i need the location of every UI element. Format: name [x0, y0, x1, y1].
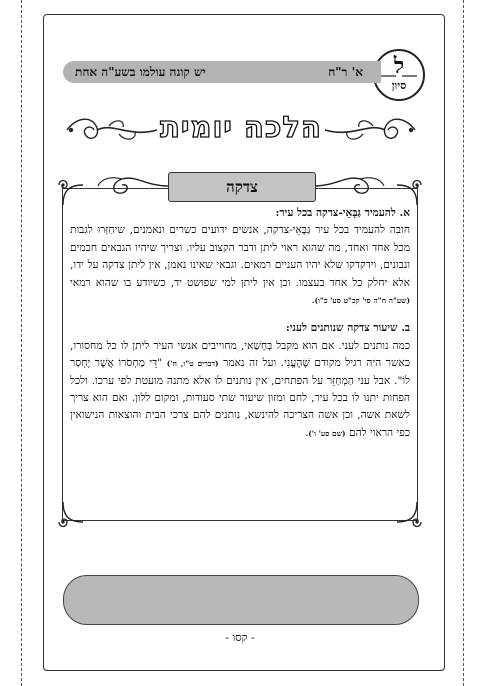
corner-ornament-icon — [395, 500, 425, 530]
right-cut-line — [463, 0, 464, 686]
corner-ornament-icon — [55, 500, 85, 530]
section-1 — [70, 205, 410, 309]
section-text: "דֵּי מַחְסֹרוֹ אֲשֶׁר יֶחְסַר לוֹ". אבל עני הַמְחַזֵּר על הפתחים, אין נותנים לו אלא מתנה מועטת לפי ערכו. ולכל הפחות יתנו לו בכל עיר, לחם ומזון שיעור שתי סעודות, ומקום ללון. ואם הוא צריך לשאת אשה, וכן אשה הצריכה להינשא, נותנים להם צרכי הבית והוצאות הנישואין כפי הראוי להם — [70, 357, 410, 439]
tab-left-scroll-icon — [96, 171, 168, 201]
title-banner — [63, 108, 419, 148]
verse-reference: (דברים ט"ו, ח') — [166, 359, 219, 369]
right-flourish-icon — [323, 114, 419, 146]
footer-bar — [63, 575, 419, 625]
header-saying: יש קונה עולמו בשע"ה אחת — [75, 64, 206, 79]
section-heading: א. להעמיד גַּבָּאֵי-צדקה בכל עיר: — [275, 207, 410, 219]
section-text: כמה נותנים לעני. אם הוא מקבל בְּחָשַׁאי, מחוייבים אנשי העיר ליתן לו כל מחסורו, כאשר היה רגיל מקודם שֶׁהֶעֱנִי. ועל זה נאמר — [70, 339, 410, 370]
date-month: סיון — [391, 79, 407, 92]
tab-right-scroll-icon — [314, 171, 386, 201]
topic-tab: צדקה — [168, 172, 316, 202]
header-date: א' ר"ח — [328, 64, 363, 79]
page-title: הלכה יומית — [160, 110, 322, 144]
halacha-body — [70, 205, 410, 442]
header-bar — [63, 61, 381, 83]
source-reference: (שע"ה ח"ה סי' קכ"ט סע' כ"ו). — [311, 296, 410, 306]
section-heading: ב. שיעור צדקה שנותנים לעני: — [285, 322, 410, 335]
corner-ornament-icon — [55, 177, 85, 207]
left-cut-line — [21, 0, 22, 686]
date-letter: ל — [393, 53, 405, 79]
source-reference: (שם סע' ו'). — [305, 428, 346, 438]
section-text: חובה להעמיד בכל עיר גַּבָּאֵי-צדקה, אנשים ידועים כשרים ונאמנים, שיחַזְּרוּ לגבות מכל אחד ואחד, מה שהוא ראוי ליתן ודבר הקצוב עליו. וצריך שיהיו הגבאים חכמים ונבונים, וידקדקו שלא יהיו העניים רמאים. וגבאי שאינו נאמן, אין ליתן צדקה על ידו, אלא יחלק כל אחד בעצמו. וכן אין ליתן למי שפושט יד, כשיודע בו שהוא רמאי — [70, 224, 410, 289]
section-2 — [70, 320, 410, 442]
page-number: - קסו - — [225, 631, 255, 644]
corner-ornament-icon — [395, 177, 425, 207]
